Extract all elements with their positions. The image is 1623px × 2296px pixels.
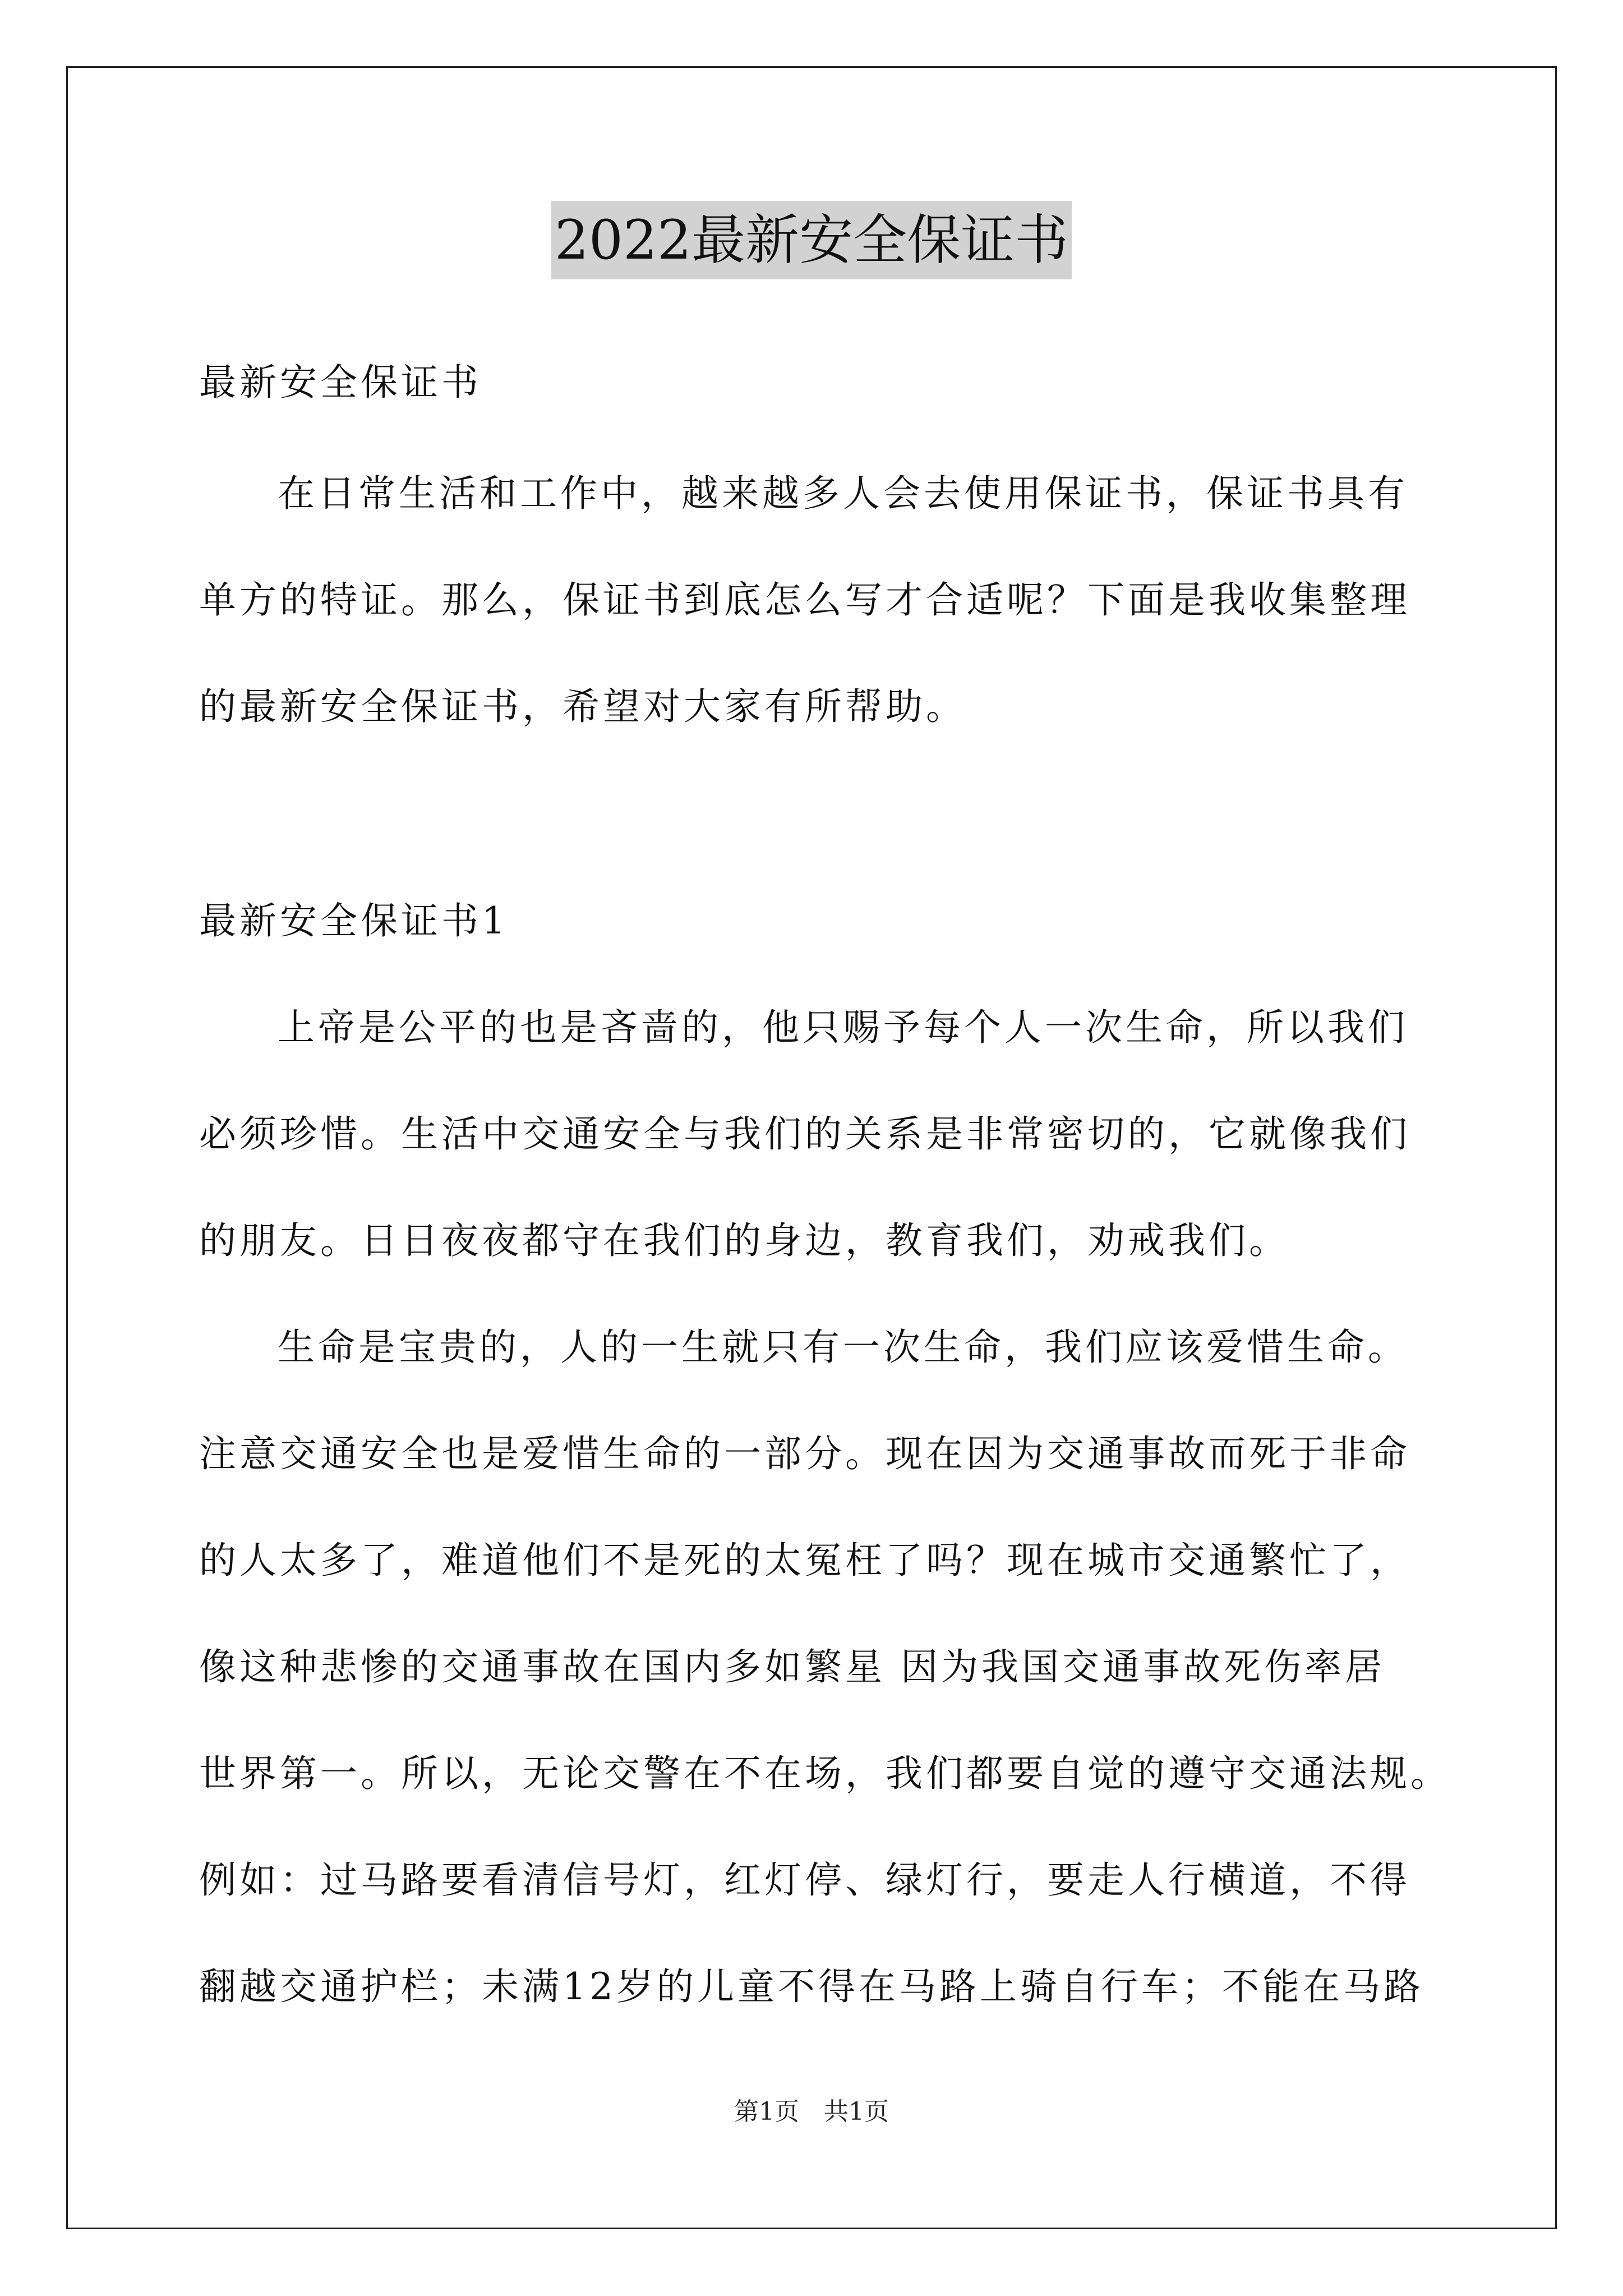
title-container: [0, 201, 1623, 279]
para2-line-7: 翻越交通护栏；未满12岁的儿童不得在马路上骑自行车；不能在马路: [199, 1965, 1424, 2008]
para1-line-3: 的朋友。日日夜夜都守在我们的身边，教育我们，劝戒我们。: [199, 1219, 1289, 1262]
page-footer: [0, 2091, 1623, 2127]
intro-line-2: 单方的特证。那么，保证书到底怎么写才合适呢？下面是我收集整理: [199, 578, 1410, 622]
para1-line-1: 上帝是公平的也是吝啬的，他只赐予每个人一次生命，所以我们: [278, 1006, 1408, 1049]
intro-line-1: 在日常生活和工作中，越来越多人会去使用保证书，保证书具有: [278, 472, 1408, 515]
page-number: 第1页 共1页: [734, 2097, 889, 2126]
para2-line-6: 例如：过马路要看清信号灯，红灯停、绿灯行，要走人行横道，不得: [199, 1858, 1410, 1902]
para2-line-4: 像这种悲惨的交通事故在国内多如繁星 因为我国交通事故死伤率居: [199, 1645, 1385, 1688]
para1-line-2: 必须珍惜。生活中交通安全与我们的关系是非常密切的，它就像我们: [199, 1112, 1410, 1156]
para2-line-3: 的人太多了，难道他们不是死的太冤枉了吗？现在城市交通繁忙了，: [199, 1539, 1410, 1582]
section-heading-1: 最新安全保证书1: [199, 899, 509, 942]
para2-line-5: 世界第一。所以，无论交警在不在场，我们都要自觉的遵守交通法规。: [199, 1752, 1451, 1795]
intro-line-3: 的最新安全保证书，希望对大家有所帮助。: [199, 685, 966, 728]
para2-line-2: 注意交通安全也是爱惜生命的一部分。现在因为交通事故而死于非命: [199, 1432, 1410, 1475]
para2-line-1: 生命是宝贵的，人的一生就只有一次生命，我们应该爱惜生命。: [278, 1326, 1408, 1369]
section-heading-intro: 最新安全保证书: [199, 361, 482, 404]
document-title: 2022最新安全保证书: [551, 201, 1072, 279]
